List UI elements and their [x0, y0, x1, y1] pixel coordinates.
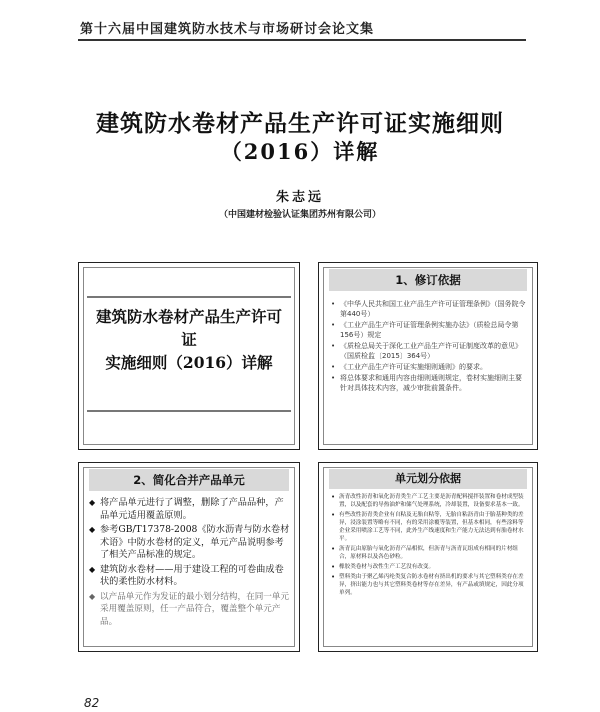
slide-heading: 2、简化合并产品单元: [89, 469, 289, 491]
slide-main-title-line1: 建筑防水卷材产品生产许可证: [95, 307, 282, 349]
running-header: 第十六届中国建筑防水技术与市场研讨会论文集: [80, 22, 375, 37]
author-affiliation: （中国建材检验认证集团苏州有限公司）: [218, 210, 381, 220]
slide-heading: 单元划分依据: [329, 469, 527, 489]
slide-revision-basis: [318, 262, 538, 450]
header-rule: [78, 39, 526, 41]
list-item: • 沥青瓦由原胎与氧化沥青产品相似，但沥青与沥青瓦组成有相同的片材组合，原材料以及各色砂粒。: [331, 545, 529, 561]
slide-title-card: [78, 262, 300, 450]
list-item: • 《中华人民共和国工业产品生产许可证管理条例》（国务院令第440号）: [331, 299, 527, 319]
list-item: • 橡胶类卷材与改性生产工艺没有改变。: [331, 563, 529, 571]
list-item: ◆ 以产品单元作为发证的最小划分结构，在同一单元采用覆盖原则，任一产品符合，覆盖整个单元产品。: [89, 591, 291, 629]
list-item: ◆ 建筑防水卷材——用于建设工程的可卷曲成卷状的柔性防水材料。: [89, 564, 291, 589]
slide-bottom-bar: [87, 410, 291, 412]
slide-product-units: [78, 462, 300, 652]
slide-top-bar: [87, 296, 291, 298]
slide-heading: 1、修订依据: [329, 269, 527, 291]
slide-main-title: [91, 305, 287, 374]
list-item: • 《工业产品生产许可证管理条例实施办法》（质检总局令第156号）规定: [331, 320, 527, 340]
slide-bullet-list: [89, 497, 291, 630]
page-number: 82: [84, 696, 100, 710]
article-title-line1: 建筑防水卷材产品生产许可证实施细则: [96, 110, 504, 137]
article-title-line2: （2016）详解: [220, 139, 380, 164]
list-item: • 《工业产品生产许可证实施细则通则》的要求。: [331, 362, 527, 372]
list-item: • 塑料类由于聚乙烯丙纶类复合防水卷材有挤出机的要求与其它塑料类存在差异，挤出能力也与其它塑料类卷材等存在差异，有产品或填规定，因此分项单列。: [331, 573, 529, 597]
slide-unit-division-basis: [318, 462, 538, 652]
list-item: • 沥青改性沥青和氧化沥青类生产工艺主要是沥青配料搅拌装置和卷材成型装置，以及配套的导热油炉和储气处理系统，冷却装置，设备要求基本一致。: [331, 493, 529, 509]
author-name: 朱志远: [275, 190, 324, 205]
list-item: ◆ 将产品单元进行了调整，删除了产品品种，产品单元适用覆盖原则。: [89, 497, 291, 522]
list-item: • 将总体要求和通用内容由细则通则规定，卷材实施细则主要针对具体技术内容，减少审批前置条件。: [331, 373, 527, 393]
list-item: • 有些改性沥青类企业有自粘及无胎自粘等，无胎自粘沥青由于胎基种类的差异，浸涂装置等略有不同，有的采用涂覆等装置，但基本相同，有些涂料等企业采用喷涂工艺等不同，此外生产线速度和生产能力无法达到有胎卷材水平。: [331, 511, 529, 543]
slide-bullet-list: [331, 493, 529, 599]
slide-bullet-list: [331, 299, 527, 394]
slide-main-title-line2: 实施细则（2016）详解: [105, 353, 273, 372]
list-item: ◆ 参考GB/T17378-2008《防水沥青与防水卷材术语》中防水卷材的定义，单元产品说明参考了相关产品标准的规定。: [89, 524, 291, 562]
list-item: • 《质检总局关于深化工业产品生产许可证制度改革的意见》（国质检监〔2015〕364号）: [331, 341, 527, 361]
